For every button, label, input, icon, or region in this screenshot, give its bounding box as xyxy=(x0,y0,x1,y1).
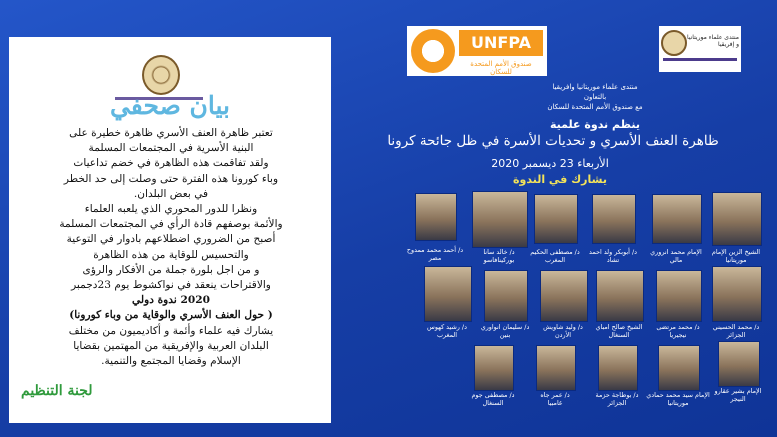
participant-country: موريتانيا xyxy=(667,399,689,407)
participant-photo xyxy=(592,194,636,244)
participant-name: د/ محمد الحسيني xyxy=(712,323,760,331)
forum-emblem-icon xyxy=(661,30,687,56)
participant-country: المغرب xyxy=(544,256,566,264)
participant-name: د/ بوطاجة حزمة xyxy=(595,391,639,399)
participant-card xyxy=(530,194,580,264)
participant-card xyxy=(472,191,526,264)
participant-photo xyxy=(474,345,514,391)
unfpa-label: UNFPA xyxy=(459,30,543,56)
participant-card xyxy=(536,345,574,407)
statement-line: 2020 ندوة دولي xyxy=(132,294,210,307)
statement-line: البنية الأسرية في المجتمعات المسلمة xyxy=(88,142,254,155)
statement-line: تعتبر ظاهرة العنف الأسري ظاهرة خطيرة على xyxy=(69,127,273,139)
press-release-body xyxy=(19,126,323,369)
participant-photo xyxy=(596,270,644,322)
forum-logo-badge xyxy=(659,26,741,72)
participant-country: مصر xyxy=(428,254,442,262)
header-cooperation: بالتعاون xyxy=(583,93,607,101)
participant-card xyxy=(714,341,762,403)
statement-line: الإسلام وقضايا المجتمع والتنمية. xyxy=(101,355,241,368)
participant-photo xyxy=(712,192,762,246)
participant-name: د/ وليد شاويش xyxy=(543,323,583,331)
statement-line: يشارك فيه علماء وأئمة و أكاديميون من مختلف xyxy=(68,324,274,337)
unfpa-emblem-icon xyxy=(411,29,455,73)
participant-country: المغرب xyxy=(436,331,458,339)
participant-name: د/ أحمد محمد ممدوح xyxy=(406,246,464,254)
unfpa-arabic-name: صندوق الأمم المتحدة للسكان xyxy=(470,60,532,76)
participant-card xyxy=(650,194,702,264)
statement-line: والتحسيس للوقاية من هذه الظاهرة xyxy=(93,248,249,261)
participant-country: السنغال xyxy=(482,399,504,407)
participant-card xyxy=(424,266,470,339)
participant-card xyxy=(540,270,586,339)
participant-country: النيجر xyxy=(730,395,746,403)
statement-line: ونظرا للدور المحوري الذي يلعبه العلماء xyxy=(84,203,258,216)
participant-photo xyxy=(712,266,762,322)
participant-country: بوركينافاسو xyxy=(483,256,515,264)
forum-name: منتدى علماء موريتانيا و إفريقيا xyxy=(686,34,739,48)
press-release-panel xyxy=(9,37,331,423)
participant-photo xyxy=(415,193,457,241)
statement-line: والأئمة بوصفهم قادة الرأي في المجتمعات المسلمة xyxy=(59,218,283,231)
press-release-title: بيان صحفي xyxy=(109,91,231,120)
statement-line: ولقد تفاقمت هذه الظاهرة في خضم تداعيات xyxy=(73,157,269,170)
participant-country: الجزائر xyxy=(726,331,746,339)
participant-name: الإمام سيد محمد حمادي xyxy=(646,391,710,399)
participant-name: د/ مصطفى جوم xyxy=(471,391,515,399)
participant-photo xyxy=(598,345,638,391)
participants-heading: يشارك في الندوة xyxy=(513,173,607,186)
participant-country: مالي xyxy=(669,256,683,264)
participant-photo xyxy=(472,191,528,248)
participant-country: موريتانيا xyxy=(725,256,747,264)
participant-photo xyxy=(652,194,702,244)
event-date: الأربعاء 23 ديسمبر 2020 xyxy=(491,157,609,170)
header-organizer: منتدى علماء موريتانيا وافريقيا xyxy=(552,83,638,91)
event-title: ينظم ندوة علمية xyxy=(550,118,640,131)
participant-name: د/ مصطفى الحكيم xyxy=(530,248,580,256)
participant-card xyxy=(711,192,761,264)
participant-card xyxy=(595,270,643,339)
forum-logo-bar xyxy=(663,58,737,61)
unfpa-logo xyxy=(407,26,547,76)
organizing-committee-signature: لجنة التنظيم xyxy=(21,383,93,399)
participant-card xyxy=(595,345,639,407)
forum-logo xyxy=(142,55,180,95)
statement-line: ( حول العنف الأسري والوقاية من وباء كورونا) xyxy=(69,309,273,322)
participant-photo xyxy=(536,345,576,391)
statement-line: البلدان العربية والإفريقية من المهتمين بقضايا xyxy=(73,339,269,352)
statement-line: وباء كورونا هذه الفترة حتى وصلت إلى حد الخطر xyxy=(63,172,279,185)
participant-country: الأردن xyxy=(554,331,572,339)
participant-name: د/ محمد مرتضى xyxy=(656,323,700,331)
participant-photo xyxy=(656,270,702,322)
participant-country: الجزائر xyxy=(607,399,627,407)
participant-country: تشاد xyxy=(606,256,620,264)
participant-name: الإمام بشير عقارو xyxy=(714,387,762,395)
participant-photo xyxy=(534,194,578,244)
participant-name: د/ رشيد كهوس xyxy=(427,323,467,331)
participant-name: د/ خالد سانا xyxy=(483,248,515,256)
participant-card xyxy=(480,270,530,339)
participant-photo xyxy=(540,270,588,322)
participant-country: نيجيريا xyxy=(669,331,687,339)
statement-line: في بعض البلدان. xyxy=(133,187,209,200)
statement-line: أصبح من الضروري اضطلاعهم بادوار في التوعية xyxy=(66,233,276,246)
participant-card xyxy=(712,266,760,339)
participant-card xyxy=(406,193,464,262)
participant-card xyxy=(471,345,515,407)
participant-photo xyxy=(658,345,700,391)
participant-photo xyxy=(718,341,760,387)
participant-photo xyxy=(424,266,472,322)
participant-name: الشيخ صالح امباي xyxy=(595,323,643,331)
participant-photo xyxy=(484,270,528,322)
participant-country: بنين xyxy=(499,331,511,339)
participant-name: د/ عمر جاه xyxy=(540,391,570,399)
participant-card xyxy=(646,345,710,407)
participant-name: د/ سليمان انواوري xyxy=(480,323,530,331)
event-subtitle: ظاهرة العنف الأسري و تحديات الأسرة في ظل جائحة كرونا xyxy=(387,133,719,149)
participant-card xyxy=(656,270,700,339)
participant-name: د/ أبوبكر ولد احمد xyxy=(589,248,637,256)
header-partner: مع صندوق الأمم المتحدة للسكان xyxy=(547,103,643,111)
participant-name: الشيخ الزين الإمام xyxy=(711,248,761,256)
participant-country: السنغال xyxy=(608,331,630,339)
participant-card xyxy=(589,194,637,264)
statement-line: و من اجل بلورة جملة من الأفكار والرؤى xyxy=(82,263,260,276)
participant-name: الإمام محمد انروري xyxy=(650,248,702,256)
statement-line: والاقتراحات ينعقد في نواكشوط يوم 23دجمبر xyxy=(71,279,271,292)
participant-country: غامبيا xyxy=(547,399,563,407)
